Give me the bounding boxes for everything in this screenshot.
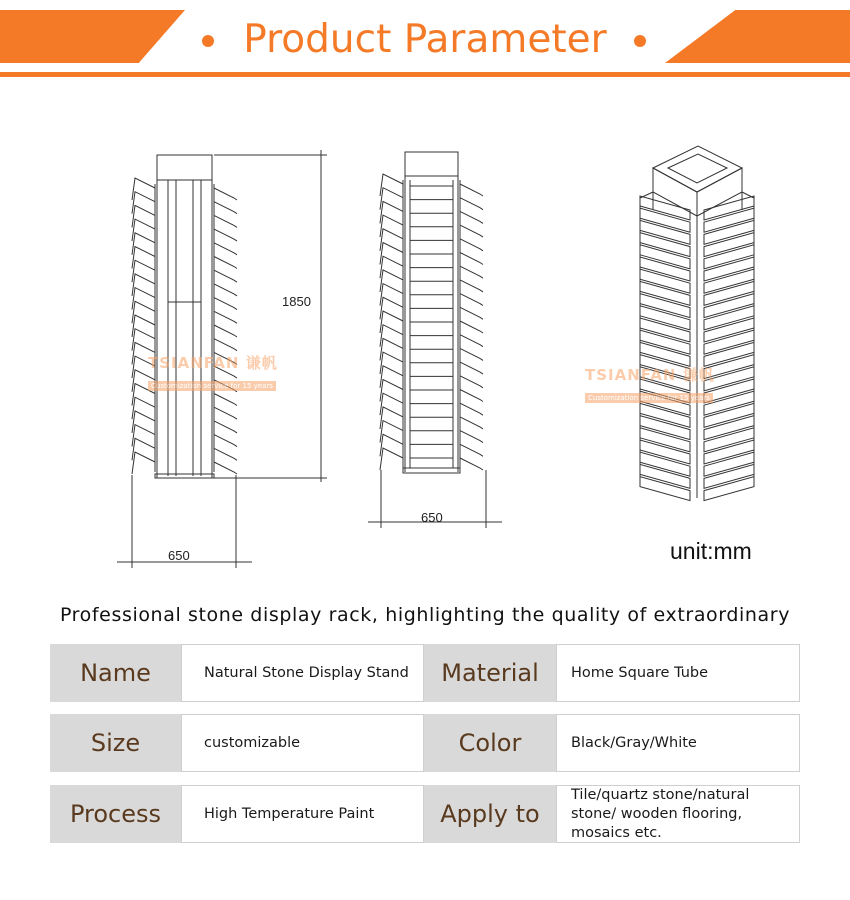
- rack-fin: [460, 294, 483, 306]
- param-label: Color: [424, 714, 556, 772]
- rack-fin: [380, 352, 403, 374]
- rack-fin: [132, 192, 155, 214]
- param-label: Size: [50, 714, 181, 772]
- rack-fin: [214, 325, 237, 337]
- rack-fin: [460, 184, 483, 196]
- rack-fin: [460, 458, 483, 470]
- rack-fin: [132, 329, 155, 351]
- rack-fin: [214, 257, 237, 269]
- rack-fin: [460, 444, 483, 456]
- rack-fin: [214, 270, 237, 282]
- rack-fin: [132, 274, 155, 296]
- rack-panel: [640, 416, 690, 440]
- rack-edge: [742, 192, 754, 198]
- param-value: Natural Stone Display Stand: [181, 644, 424, 702]
- rack-fin: [214, 243, 237, 255]
- front-width-dimension-label: 650: [168, 548, 190, 563]
- rack-fin: [460, 253, 483, 265]
- rack-fin: [214, 311, 237, 323]
- rack-panel: [704, 452, 754, 476]
- rack-fin: [460, 266, 483, 278]
- rack-panel: [704, 220, 754, 244]
- rack-panel: [640, 245, 690, 269]
- rack-fin: [380, 256, 403, 278]
- rack-fin: [380, 201, 403, 223]
- rack-fin: [460, 321, 483, 333]
- rack-fin: [460, 211, 483, 223]
- rack-panel: [704, 464, 754, 488]
- param-value: Home Square Tube: [556, 644, 800, 702]
- param-value: High Temperature Paint: [181, 785, 424, 843]
- rack-fin: [380, 311, 403, 333]
- rack-fin: [460, 198, 483, 210]
- rack-panel: [704, 428, 754, 452]
- rack-fin: [380, 229, 403, 251]
- rack-panel: [704, 318, 754, 342]
- rack-fin: [214, 435, 237, 447]
- rack-fin: [460, 239, 483, 251]
- rack-panel: [704, 233, 754, 257]
- rack-fin: [380, 434, 403, 456]
- rack-fin: [214, 188, 237, 200]
- rack-panel: [640, 452, 690, 476]
- rack-fin: [132, 260, 155, 282]
- rack-panel: [640, 294, 690, 318]
- rack-fin: [132, 288, 155, 310]
- rack-fin: [380, 174, 403, 196]
- rack-panel: [640, 477, 690, 501]
- rack-panel: [704, 306, 754, 330]
- rack-fin: [460, 403, 483, 415]
- rack-fin: [460, 390, 483, 402]
- technical-drawings: [0, 80, 850, 600]
- rack-panel: [640, 220, 690, 244]
- rack-fin: [132, 452, 155, 474]
- rack-fin: [132, 219, 155, 241]
- rack-panel: [640, 428, 690, 452]
- rack-fin: [132, 233, 155, 255]
- rack-panel: [640, 269, 690, 293]
- rack-panel: [704, 440, 754, 464]
- banner-underline: [0, 72, 850, 77]
- rack-fin: [132, 411, 155, 433]
- rack-fin: [132, 315, 155, 337]
- rack-fin: [380, 448, 403, 470]
- rack-fin: [132, 247, 155, 269]
- rack-panel: [640, 233, 690, 257]
- rack-panel: [640, 330, 690, 354]
- perspective-view-drawing: [640, 146, 754, 501]
- rack-fin: [460, 225, 483, 237]
- rack-fin: [132, 397, 155, 419]
- param-label: Process: [50, 785, 181, 843]
- param-label: Material: [424, 644, 556, 702]
- param-value: customizable: [181, 714, 424, 772]
- rack-panel: [640, 306, 690, 330]
- rack-fin: [214, 448, 237, 460]
- height-dimension-label: 1850: [282, 294, 311, 309]
- rack-panel: [640, 440, 690, 464]
- rack-fin: [460, 280, 483, 292]
- rack-panel: [704, 196, 754, 220]
- rack-fin: [132, 205, 155, 227]
- rack-fin: [132, 425, 155, 447]
- rack-panel: [640, 342, 690, 366]
- side-view-drawing: [368, 152, 502, 528]
- rack-fin: [214, 339, 237, 351]
- watermark-perspective: TSIANFAN 谦帆 Customization service for 15 years: [585, 366, 715, 402]
- rack-fin: [380, 243, 403, 265]
- rack-fin: [460, 335, 483, 347]
- param-value: Black/Gray/White: [556, 714, 800, 772]
- rack-panel: [704, 257, 754, 281]
- page-title: Product Parameter: [243, 17, 607, 62]
- front-view-drawing: [132, 150, 327, 482]
- rack-panel: [640, 281, 690, 305]
- rack-fin: [380, 421, 403, 443]
- rack-panel: [704, 416, 754, 440]
- table-row: [50, 644, 800, 704]
- rack-panel: [704, 269, 754, 293]
- rack-fin: [460, 348, 483, 360]
- rack-fin: [380, 380, 403, 402]
- rack-fin: [460, 417, 483, 429]
- rack-fin: [380, 393, 403, 415]
- rack-fin: [380, 325, 403, 347]
- rack-fin: [132, 438, 155, 460]
- header-banner: [0, 0, 850, 80]
- rack-panel: [640, 464, 690, 488]
- rack-fin: [214, 394, 237, 406]
- watermark-front: TSIANFAN 谦帆 Customization service for 15 years: [148, 354, 278, 390]
- rack-fin: [214, 298, 237, 310]
- rack-panel: [704, 330, 754, 354]
- rack-fin: [214, 462, 237, 474]
- rack-panel: [640, 196, 690, 220]
- rack-fin: [132, 178, 155, 200]
- unit-label: unit:mm: [670, 538, 752, 564]
- param-label: Name: [50, 644, 181, 702]
- table-row: [50, 785, 800, 845]
- rack-fin: [214, 229, 237, 241]
- rack-panel: [704, 403, 754, 427]
- rack-panel: [704, 245, 754, 269]
- rack-panel: [640, 208, 690, 232]
- rack-fin: [214, 407, 237, 419]
- rack-fin: [132, 301, 155, 323]
- rack-fin: [460, 376, 483, 388]
- rack-fin: [380, 297, 403, 319]
- rack-panel: [704, 281, 754, 305]
- rack-fin: [380, 284, 403, 306]
- rack-fin: [214, 284, 237, 296]
- rack-fin: [460, 307, 483, 319]
- rack-fin: [380, 270, 403, 292]
- rack-fin: [214, 202, 237, 214]
- rack-fin: [380, 188, 403, 210]
- rack-fin: [380, 215, 403, 237]
- rack-panel: [704, 208, 754, 232]
- rack-panel: [640, 318, 690, 342]
- param-value: Tile/quartz stone/natural stone/ wooden flooring, mosaics etc.: [556, 785, 800, 843]
- rack-fin: [380, 407, 403, 429]
- table-row: [50, 714, 800, 774]
- rack-fin: [460, 362, 483, 374]
- rack-panel: [704, 477, 754, 501]
- rack-panel: [704, 342, 754, 366]
- rack-panel: [704, 294, 754, 318]
- rack-edge: [640, 192, 653, 198]
- rack-fin: [460, 431, 483, 443]
- rack-fin: [214, 421, 237, 433]
- side-width-dimension-label: 650: [421, 510, 443, 525]
- param-label: Apply to: [424, 785, 556, 843]
- tagline: Professional stone display rack, highlighting the quality of extraordinary: [59, 604, 791, 626]
- rack-panel: [640, 403, 690, 427]
- rack-fin: [214, 215, 237, 227]
- rack-fin: [380, 366, 403, 388]
- rack-fin: [380, 338, 403, 360]
- rack-panel: [640, 257, 690, 281]
